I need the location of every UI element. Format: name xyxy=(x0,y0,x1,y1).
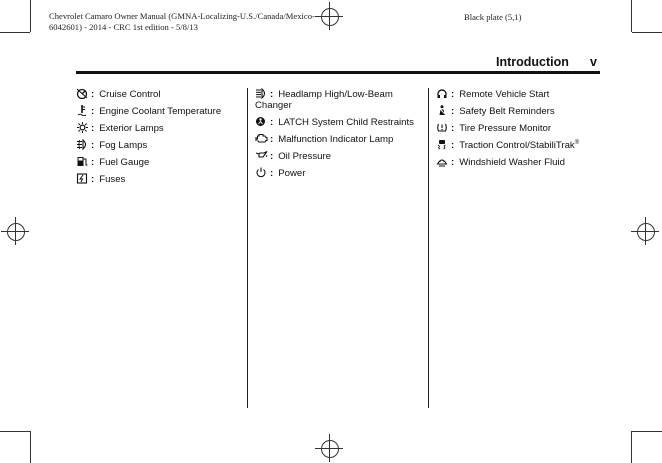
engine-coolant-temperature-icon xyxy=(76,105,89,116)
page-number: v xyxy=(590,55,597,69)
separator: : xyxy=(451,106,455,117)
list-item xyxy=(255,116,427,128)
remote-vehicle-start-icon xyxy=(436,88,449,99)
symbol-label: Engine Coolant Temperature xyxy=(99,106,222,117)
symbol-label: Fog Lamps xyxy=(99,140,148,151)
registration-mark-bottom xyxy=(321,440,339,458)
registration-mark-left xyxy=(7,223,25,241)
fuel-gauge-icon xyxy=(76,156,89,167)
fuses-icon xyxy=(76,173,89,184)
symbol-label: Power xyxy=(278,168,306,179)
exterior-lamps-icon xyxy=(76,122,89,133)
registered-mark: ® xyxy=(574,139,580,146)
separator: : xyxy=(91,157,95,168)
crop-mark xyxy=(30,0,31,32)
separator: : xyxy=(451,140,455,151)
symbol-column-3 xyxy=(436,88,598,173)
headlamp-high-low-beam-icon xyxy=(255,88,268,99)
separator: : xyxy=(451,89,455,100)
crop-mark xyxy=(632,32,662,33)
registration-line xyxy=(1,231,29,232)
power-icon xyxy=(255,167,268,178)
symbol-label: Tire Pressure Monitor xyxy=(459,123,552,134)
plate-label: Black plate (5,1) xyxy=(464,12,522,22)
separator: : xyxy=(270,117,274,128)
separator: : xyxy=(270,134,274,145)
list-item xyxy=(76,139,246,151)
separator: : xyxy=(270,151,274,162)
latch-system-icon xyxy=(255,116,268,127)
tire-pressure-monitor-icon xyxy=(436,122,449,133)
column-divider xyxy=(247,88,248,408)
list-item xyxy=(255,88,427,111)
windshield-washer-fluid-icon xyxy=(436,156,449,167)
registration-line xyxy=(631,231,659,232)
symbol-column-1 xyxy=(76,88,246,190)
symbol-label: Fuel Gauge xyxy=(99,157,150,168)
list-item xyxy=(436,105,598,117)
symbol-label: LATCH System Child Restraints xyxy=(278,117,414,128)
symbol-label: Remote Vehicle Start xyxy=(459,89,550,100)
header-rule xyxy=(76,71,600,74)
registration-line xyxy=(315,448,343,449)
separator: : xyxy=(91,89,95,100)
symbol-column-2 xyxy=(255,88,427,184)
separator: : xyxy=(451,123,455,134)
crop-mark xyxy=(0,32,30,33)
crop-mark xyxy=(631,431,632,463)
fog-lamps-icon xyxy=(76,139,89,150)
crop-mark xyxy=(631,0,632,32)
separator: : xyxy=(91,106,95,117)
section-title: Introduction xyxy=(496,55,569,69)
list-item xyxy=(76,156,246,168)
crop-mark xyxy=(0,431,30,432)
list-item xyxy=(436,122,598,134)
list-item xyxy=(255,167,427,179)
symbol-label: Safety Belt Reminders xyxy=(459,106,555,117)
separator: : xyxy=(451,157,455,168)
malfunction-indicator-lamp-icon xyxy=(255,133,268,144)
list-item xyxy=(436,88,598,100)
symbol-label: Exterior Lamps xyxy=(99,123,164,134)
list-item xyxy=(76,105,246,117)
print-meta-line-1: Chevrolet Camaro Owner Manual (GMNA-Localizing-U.S./Canada/Mexico- xyxy=(49,11,315,21)
list-item xyxy=(76,173,246,185)
print-meta-line-2: 6042601) - 2014 - CRC 1st edition - 5/8/13 xyxy=(49,21,198,32)
safety-belt-reminders-icon xyxy=(436,105,449,116)
list-item xyxy=(76,88,246,100)
list-item xyxy=(436,139,598,151)
oil-pressure-icon xyxy=(255,150,268,161)
list-item xyxy=(76,122,246,134)
cruise-control-icon xyxy=(76,88,89,99)
registration-mark-right xyxy=(637,223,655,241)
separator: : xyxy=(91,123,95,134)
crop-mark xyxy=(632,431,662,432)
separator: : xyxy=(91,174,95,185)
separator: : xyxy=(270,168,274,179)
symbol-label: Headlamp High/Low-Beam Changer xyxy=(255,89,393,111)
list-item xyxy=(255,133,427,145)
separator: : xyxy=(91,140,95,151)
list-item xyxy=(255,150,427,162)
list-item xyxy=(436,156,598,168)
symbol-label: Oil Pressure xyxy=(278,151,331,162)
symbol-label: Cruise Control xyxy=(99,89,161,100)
traction-control-icon xyxy=(436,139,449,150)
separator: : xyxy=(270,89,274,100)
symbol-label: Windshield Washer Fluid xyxy=(459,157,565,168)
symbol-label: Traction Control/StabiliTrak xyxy=(459,140,575,151)
column-divider xyxy=(428,88,429,408)
print-metadata xyxy=(49,11,349,32)
crop-mark xyxy=(30,431,31,463)
symbol-label: Fuses xyxy=(99,174,126,185)
symbol-label: Malfunction Indicator Lamp xyxy=(278,134,394,145)
